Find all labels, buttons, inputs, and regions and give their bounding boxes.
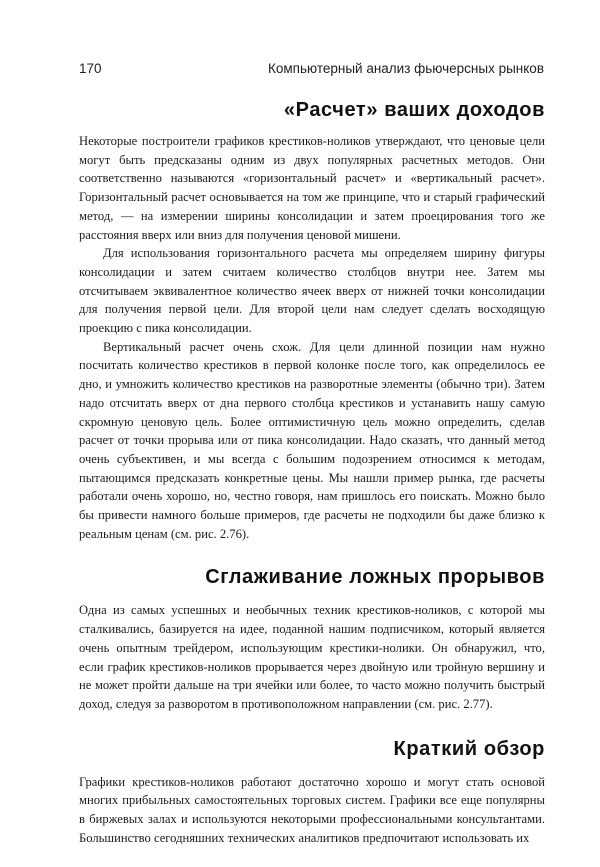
section-title-summary: Краткий обзор (393, 737, 545, 760)
paragraph: Для использования горизонтального расчета мы определяем ширину фигуры консолидации и затем считаем количество столбцов внутри нее. Затем мы отсчитываем эквивалентное количество ячеек вверх от нижней точки консолидации для получения первой цели. Для второй цели нам следует сделать восходящую проекцию с пика консолидации. (79, 246, 545, 336)
section-body-summary (79, 773, 545, 848)
paragraph: Одна из самых успешных и необычных техник крестиков-ноликов, с которой мы сталкивались, базируется на идее, поданной нашим подписчиком, который является очень опытным трейдером, использующим крестики-нолики. Он обнаружил, что, если график крестиков-ноликов прорывается через двойную или тройную вершину и не может пройти дальше на три ячейки или более, то часто можно получить быстрый доход, следуя за разворотом в противоположном направлении (см. рис. 2.77). (79, 603, 545, 711)
section-body-calculation (79, 132, 545, 543)
page-number: 170 (79, 61, 102, 76)
page-content (79, 97, 545, 848)
section-title-calculation: «Расчет» ваших доходов (283, 99, 545, 121)
section-body-false-breakouts (79, 601, 545, 713)
book-title: Компьютерный анализ фьючерсных рынков (268, 61, 544, 76)
paragraph: Вертикальный расчет очень схож. Для цели длинной позиции нам нужно посчитать количество крестиков в первой колонке после того, как определилось ее дно, и умножить количество крестиков на разворотные элементы (обычно три). Затем надо отсчитать вверх от дна первого столбца крестиков и устанавить нашу самую скромную ценовую цель. Более оптимистичную цель можно определить, сделав расчет от точки прорыва или от пика консолидации. Надо сказать, что данный метод очень субъективен, и мы всегда с большим подозрением относимся к методам, пытающимся предсказать конкретные цены. Мы нашли пример рынка, где расчеты работали очень хорошо, но, честно говоря, нам пришлось его поискать. Можно было бы привести намного больше примеров, где расчеты не подходили бы даже близко к реальным ценам (см. рис. 2.76). (79, 339, 545, 541)
running-header (79, 61, 544, 83)
paragraph: Графики крестиков-ноликов работают достаточно хорошо и могут стать основой многих прибыльных самостоятельных торговых систем. Графики все еще популярны в биржевых залах и используются некоторыми профессиональными консультантами. Большинство сегодняшних технических аналитиков предпочитают использовать их (79, 774, 545, 845)
section-title-false-breakouts: Сглаживание ложных прорывов (205, 566, 545, 589)
paragraph: Некоторые построители графиков крестиков-ноликов утверждают, что ценовые цели могут быть предсказаны одним из двух популярных расчетных методов. Они соответственно называются «горизонтальный расчет» и «вертикальный расчет». Горизонтальный расчет основывается на том же принципе, что и старый графический метод, — на измерении ширины консолидации и затем проецирования того же расстояния вверх или вниз для получения ценовой мишени. (79, 134, 545, 242)
